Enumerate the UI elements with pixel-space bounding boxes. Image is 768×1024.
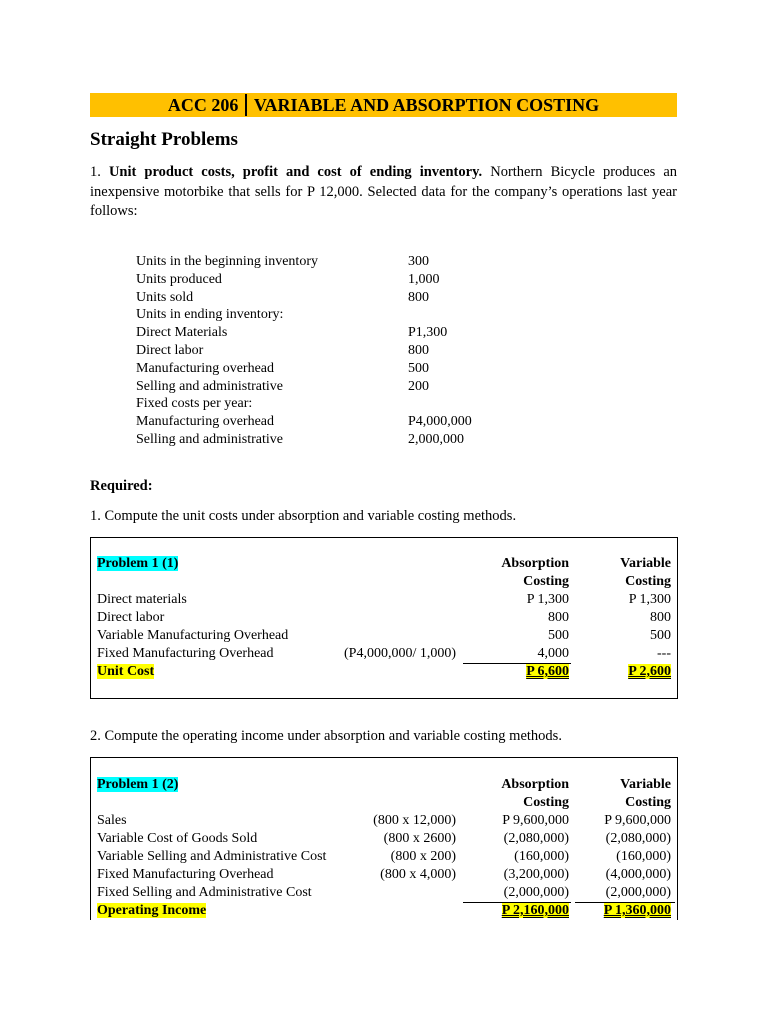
row-variable-value: (2,000,000)	[605, 885, 671, 900]
data-row	[136, 253, 516, 271]
row-label: Fixed Manufacturing Overhead	[97, 867, 274, 882]
course-code: ACC 206	[167, 94, 239, 115]
data-value: 300	[408, 254, 429, 269]
col-header-variable: Variable	[620, 777, 671, 792]
question-2: 2. Compute the operating income under absorption and variable costing methods.	[90, 728, 562, 744]
problem-title: Unit product costs, profit and cost of ending inventory.	[108, 164, 483, 180]
table-row	[90, 609, 678, 627]
row-variable-value: 500	[650, 628, 671, 643]
problem-text: Northern Bicycle produces an inexpensive motorbike that sells for P 12,000. Selected data for the company’s operations last year follows:	[90, 164, 678, 219]
row-label: Fixed Selling and Administrative Cost	[97, 885, 312, 900]
row-formula: (800 x 200)	[390, 849, 456, 864]
row-absorption-value: 800	[548, 610, 569, 625]
row-formula: (800 x 12,000)	[373, 813, 456, 828]
data-value: 2,000,000	[408, 431, 464, 447]
data-value: 1,000	[408, 271, 440, 287]
data-label: Units in ending inventory:	[136, 307, 284, 323]
table-row	[90, 884, 678, 902]
data-label: Direct Materials	[136, 325, 228, 341]
question-1: 1. Compute the unit costs under absorption and variable costing methods.	[90, 508, 517, 524]
row-label: Fixed Manufacturing Overhead	[97, 646, 274, 661]
row-absorption-value: (3,200,000)	[503, 867, 569, 882]
data-value: 800	[408, 289, 429, 305]
table-total-row	[90, 902, 678, 920]
table-header-row	[90, 555, 678, 573]
table-row	[90, 645, 678, 663]
required-label: Required:	[90, 478, 153, 494]
row-absorption-value: (2,000,000)	[503, 885, 569, 900]
col-header-absorption: Absorption	[501, 777, 569, 792]
section-heading: Straight Problems	[90, 129, 238, 150]
data-label: Direct labor	[136, 342, 204, 358]
row-label: Variable Selling and Administrative Cost	[97, 849, 327, 864]
table-border-top	[90, 757, 678, 758]
data-label: Manufacturing overhead	[136, 414, 274, 430]
row-formula: (P4,000,000/ 1,000)	[344, 646, 456, 661]
col-header-variable: Costing	[625, 574, 671, 589]
table-title: Problem 1 (2)	[97, 777, 179, 792]
table-row	[90, 848, 678, 866]
data-row	[136, 395, 516, 413]
row-label: Variable Manufacturing Overhead	[97, 628, 289, 643]
data-label: Selling and administrative	[136, 431, 283, 447]
row-absorption-value: 4,000	[537, 646, 569, 661]
data-row	[136, 378, 516, 396]
problem-intro	[90, 163, 677, 222]
row-variable-value: (2,080,000)	[605, 831, 671, 846]
row-formula: (800 x 2600)	[383, 831, 456, 846]
col-header-variable: Variable	[620, 556, 671, 571]
row-absorption-value: P 9,600,000	[502, 813, 569, 828]
unit-cost-table	[90, 537, 678, 699]
col-header-absorption: Costing	[523, 795, 569, 810]
row-variable-value: P 1,300	[628, 592, 671, 607]
total-label: Operating Income	[97, 903, 207, 918]
table-header-row	[90, 776, 678, 794]
row-variable-value: (160,000)	[616, 849, 671, 864]
title-separator	[245, 94, 247, 116]
data-row	[136, 360, 516, 378]
operating-income-table	[90, 757, 678, 920]
data-value: P1,300	[408, 325, 448, 341]
row-absorption-value: P 1,300	[526, 592, 569, 607]
table-title: Problem 1 (1)	[97, 556, 179, 571]
table-row	[90, 866, 678, 884]
table-row	[90, 591, 678, 609]
course-topic: VARIABLE AND ABSORPTION COSTING	[253, 94, 600, 115]
row-absorption-value: (2,080,000)	[503, 831, 569, 846]
total-label: Unit Cost	[97, 664, 155, 679]
table-header-row	[90, 794, 678, 812]
total-variable-value: P 1,360,000	[603, 903, 671, 918]
data-row	[136, 413, 516, 431]
row-label: Direct materials	[97, 592, 187, 607]
row-label: Sales	[97, 813, 127, 828]
document-title-bar	[90, 93, 677, 117]
data-label: Selling and administrative	[136, 378, 283, 394]
table-row	[90, 812, 678, 830]
table-header-row	[90, 573, 678, 591]
data-row	[136, 306, 516, 324]
data-value: 800	[408, 342, 429, 358]
data-label: Fixed costs per year:	[136, 396, 253, 412]
table-border-bottom	[90, 698, 678, 699]
row-formula: (800 x 4,000)	[380, 867, 456, 882]
row-label: Direct labor	[97, 610, 165, 625]
table-total-row	[90, 663, 678, 681]
data-label: Units produced	[136, 271, 222, 287]
row-absorption-value: 500	[548, 628, 569, 643]
total-absorption-value: P 2,160,000	[501, 903, 569, 918]
data-value: 200	[408, 378, 429, 394]
given-data-list	[136, 253, 516, 449]
row-variable-value: (4,000,000)	[605, 867, 671, 882]
table-border-top	[90, 537, 678, 538]
data-value: P4,000,000	[408, 414, 472, 430]
data-row	[136, 289, 516, 307]
col-header-absorption: Costing	[523, 574, 569, 589]
table-row	[90, 627, 678, 645]
row-label: Variable Cost of Goods Sold	[97, 831, 258, 846]
row-variable-value: ---	[657, 646, 671, 661]
total-variable-value: P 2,600	[628, 664, 671, 679]
total-absorption-value: P 6,600	[526, 664, 569, 679]
data-row	[136, 431, 516, 449]
data-row	[136, 342, 516, 360]
data-row	[136, 271, 516, 289]
data-label: Units sold	[136, 289, 194, 305]
data-label: Units in the beginning inventory	[136, 254, 318, 269]
data-value: 500	[408, 360, 429, 376]
row-absorption-value: (160,000)	[514, 849, 569, 864]
col-header-absorption: Absorption	[501, 556, 569, 571]
data-label: Manufacturing overhead	[136, 360, 274, 376]
data-row	[136, 324, 516, 342]
row-variable-value: 800	[650, 610, 671, 625]
problem-number: 1.	[90, 164, 101, 180]
row-variable-value: P 9,600,000	[604, 813, 671, 828]
col-header-variable: Costing	[625, 795, 671, 810]
table-row	[90, 830, 678, 848]
